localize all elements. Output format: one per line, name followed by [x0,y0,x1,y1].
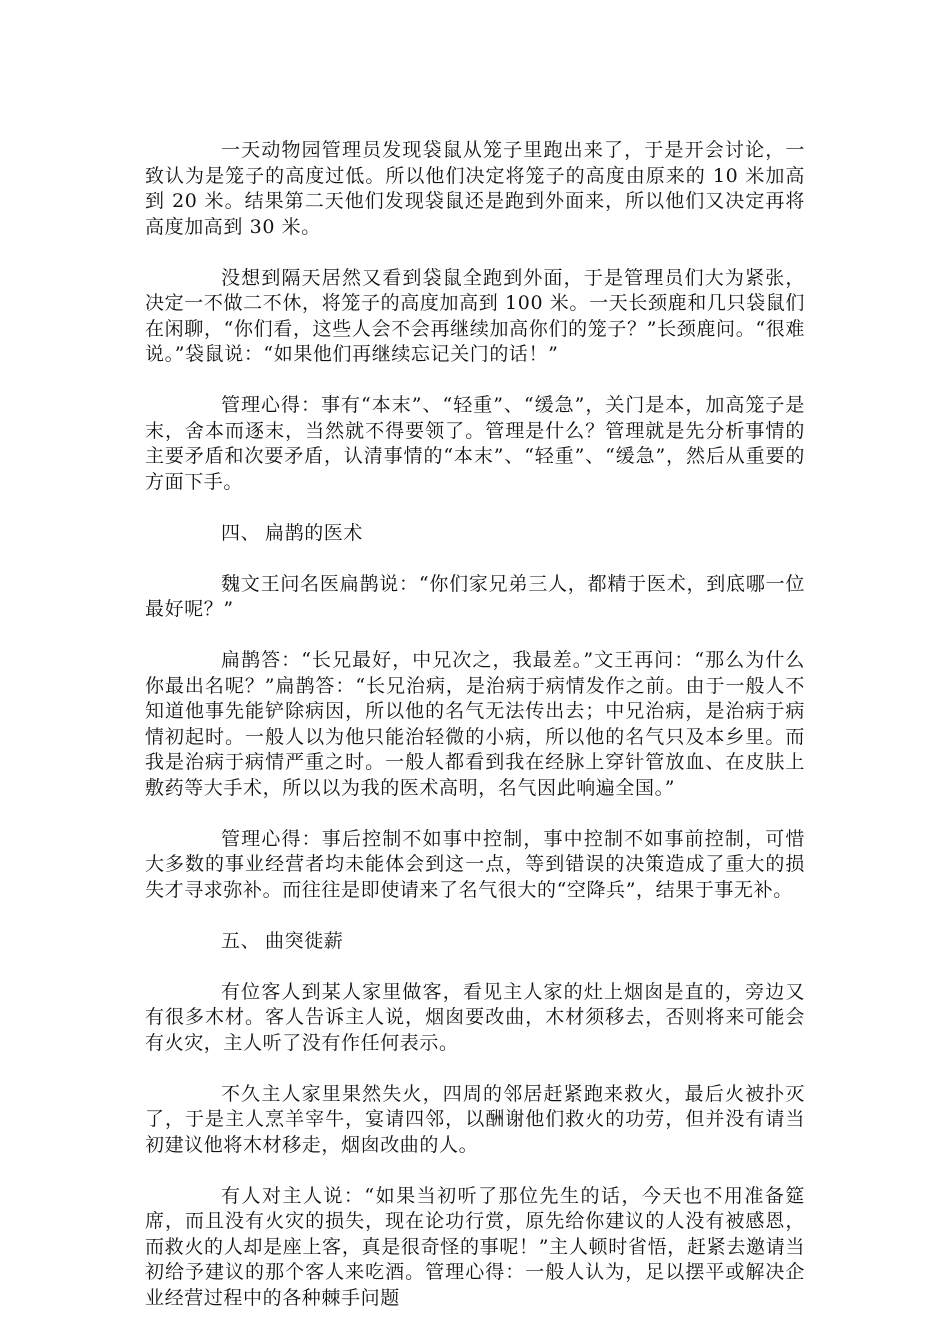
section-number: 四、 [221,521,261,544]
paragraph-reflection: 有人对主人说：“如果当初听了那位先生的话，今天也不用准备筵席，而且没有火灾的损失，现在论功行赏，原先给你建议的人没有被感恩，而救火的人却是座上客，真是很奇怪的事呢！”主人顿时省悟，赶紧去邀请当初给予建议的那个客人来吃酒。管理心得：一般人认为，足以摆平或解决企业经营过程中的各种棘手问题 [145,1184,805,1309]
paragraph-bianque-answer: 扁鹊答：“长兄最好，中兄次之，我最差。”文王再问：“那么为什么你最出名呢？”扁鹊答：“长兄治病，是治病于病情发作之前。由于一般人不知道他事先能铲除病因，所以他的名气无法传出去；中兄治病，是治病于病情初起时。一般人以为他只能治轻微的小病，所以他的名气只及本乡里。而我是治病于病情严重之时。一般人都看到我在经脉上穿针管放血、在皮肤上敷药等大手术，所以以为我的医术高明，名气因此响遍全国。” [145,649,805,799]
section-title: 曲突徙薪 [265,929,344,952]
section-heading-5 [145,929,805,955]
paragraph-guest-advice: 有位客人到某人家里做客，看见主人家的灶上烟囱是直的，旁边又有很多木材。客人告诉主人说，烟囱要改曲，木材须移去，否则将来可能会有火灾，主人听了没有作任何表示。 [145,980,805,1054]
document-page [145,138,805,1337]
paragraph-kangaroo-escape: 一天动物园管理员发现袋鼠从笼子里跑出来了，于是开会讨论，一致认为是笼子的高度过低。所以他们决定将笼子的高度由原来的 10 米加高到 20 米。结果第二天他们发现袋鼠还是跑到外面来，所以他们又决定再将高度加高到 30 米。 [145,139,805,238]
paragraph-king-question: 魏文王问名医扁鹊说：“你们家兄弟三人，都精于医术，到底哪一位最好呢？” [145,572,805,620]
paragraph-kangaroo-chat: 没想到隔天居然又看到袋鼠全跑到外面，于是管理员们大为紧张，决定一不做二不休，将笼子的高度加高到 100 米。一天长颈鹿和几只袋鼠们在闲聊，“你们看，这些人会不会再继续加高你们的笼子？”长颈鹿问。“很难说。”袋鼠说：“如果他们再继续忘记关门的话！” [145,266,805,365]
section-title: 扁鹊的医术 [265,521,364,544]
section-heading-4 [145,521,805,547]
paragraph-management-insight-2: 管理心得：事后控制不如事中控制，事中控制不如事前控制，可惜大多数的事业经营者均未能体会到这一点，等到错误的决策造成了重大的损失才寻求弥补。而往往是即使请来了名气很大的“空降兵”，结果于事无补。 [145,827,805,901]
paragraph-fire: 不久主人家里果然失火，四周的邻居赶紧跑来救火，最后火被扑灭了，于是主人烹羊宰牛，宴请四邻，以酬谢他们救火的功劳，但并没有请当初建议他将木材移走，烟囱改曲的人。 [145,1082,805,1156]
section-number: 五、 [221,929,261,952]
paragraph-management-insight-1: 管理心得：事有“本末”、“轻重”、“缓急”，关门是本，加高笼子是末，舍本而逐末，当然就不得要领了。管理是什么？管理就是先分析事情的主要矛盾和次要矛盾，认清事情的“本末”、“轻重”、“缓急”，然后从重要的方面下手。 [145,394,805,493]
